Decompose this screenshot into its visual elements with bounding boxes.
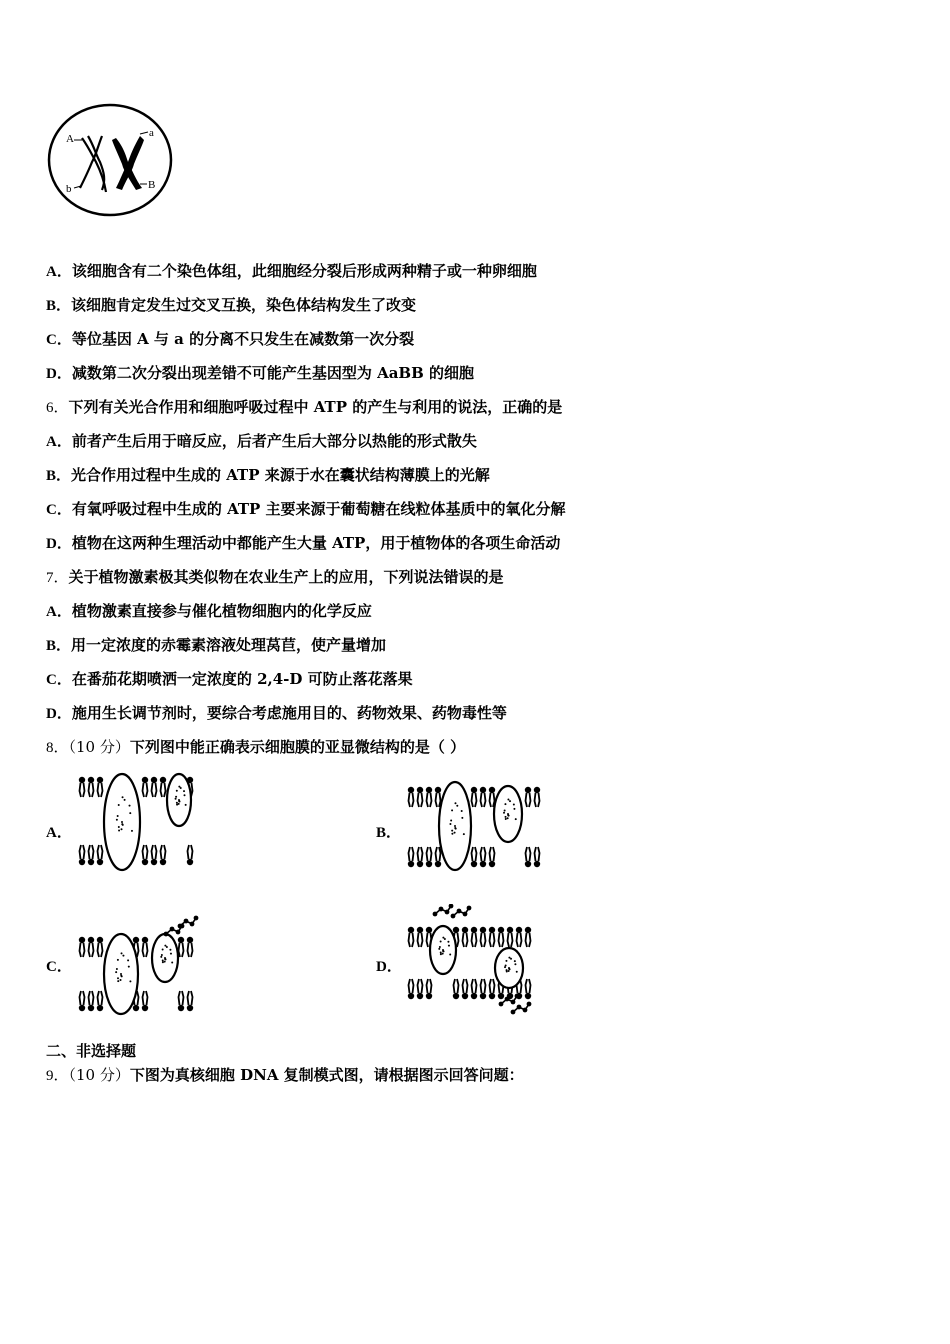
label-b: b	[66, 183, 72, 195]
option-text: 有氧呼吸过程中生成的 ATP 主要来源于葡萄糖在线粒体基质中的氧化分解	[71, 500, 566, 518]
option-text: 光合作用过程中生成的 ATP 来源于水在囊状结构薄膜上的光解	[71, 466, 490, 484]
option-letter: D．	[46, 706, 72, 722]
label-A: A	[66, 133, 74, 145]
q6-option-a	[46, 431, 477, 452]
q7-option-b	[46, 635, 386, 656]
q8-stem	[46, 737, 465, 758]
q7-option-d	[46, 703, 507, 724]
membrane-figure-a	[76, 770, 204, 878]
option-letter: A．	[46, 264, 72, 280]
label-B: B	[148, 179, 156, 191]
q5-option-a	[46, 261, 537, 282]
q7-stem	[46, 567, 504, 588]
question-number: 9．	[46, 1068, 69, 1084]
option-text: 用一定浓度的赤霉素溶液处理莴苣，使产量增加	[71, 636, 387, 654]
question-stem: 下列有关光合作用和细胞呼吸过程中 ATP 的产生与利用的说法，正确的是	[68, 398, 563, 416]
option-letter: C．	[46, 332, 72, 348]
q9-stem	[46, 1065, 524, 1086]
option-text: 该细胞肯定发生过交叉互换，染色体结构发生了改变	[71, 296, 417, 314]
question-score: （10 分）	[68, 738, 130, 756]
option-letter: B．	[46, 638, 72, 654]
option-letter: B．	[46, 468, 72, 484]
option-text: 施用生长调节剂时，要综合考虑施用目的、药物效果、药物毒性等	[71, 704, 507, 722]
q7-option-a	[46, 601, 372, 622]
section-title: 二、非选择题	[46, 1042, 137, 1060]
option-text: 等位基因 A 与 a 的分离不只发生在减数第一次分裂	[71, 330, 415, 348]
option-text: 该细胞含有二个染色体组，此细胞经分裂后形成两种精子或一种卵细胞	[71, 262, 537, 280]
q8-choice-c-label: C．	[46, 959, 72, 975]
question-stem: 下图为真核细胞 DNA 复制模式图，请根据图示回答问题：	[129, 1066, 524, 1084]
question-number: 7．	[46, 570, 69, 586]
cell-chromosome-figure	[44, 100, 176, 220]
question-stem: 下列图中能正确表示细胞膜的亚显微结构的是（ ）	[129, 738, 466, 756]
option-text: 在番茄花期喷洒一定浓度的 2,4-D 可防止落花落果	[71, 670, 413, 688]
q6-option-c	[46, 499, 566, 520]
option-letter: A．	[46, 434, 72, 450]
option-letter: C．	[46, 672, 72, 688]
q6-option-b	[46, 465, 490, 486]
question-stem: 关于植物激素极其类似物在农业生产上的应用，下列说法错误的是	[68, 568, 504, 586]
q5-option-b	[46, 295, 416, 316]
q6-stem	[46, 397, 562, 418]
q7-option-c	[46, 669, 413, 690]
question-number: 6．	[46, 400, 69, 416]
membrane-figure-d	[405, 904, 535, 1022]
q5-option-c	[46, 329, 414, 350]
option-letter: D．	[46, 536, 72, 552]
question-number: 8．	[46, 740, 69, 756]
membrane-figure-b	[405, 778, 550, 878]
q6-option-d	[46, 533, 560, 554]
q5-option-d	[46, 363, 474, 384]
q8-choice-d-label: D．	[376, 959, 402, 975]
label-a: a	[149, 127, 154, 139]
option-text: 植物激素直接参与催化植物细胞内的化学反应	[71, 602, 372, 620]
option-letter: A．	[46, 604, 72, 620]
option-letter: C．	[46, 502, 72, 518]
q8-choice-b-label: B．	[376, 825, 402, 841]
q8-choice-a-label: A．	[46, 825, 72, 841]
option-text: 前者产生后用于暗反应，后者产生后大部分以热能的形式散失	[71, 432, 477, 450]
option-letter: B．	[46, 298, 72, 314]
question-score: （10 分）	[68, 1066, 130, 1084]
option-text: 减数第二次分裂出现差错不可能产生基因型为 AaBB 的细胞	[71, 364, 475, 382]
option-letter: D．	[46, 366, 72, 382]
option-text: 植物在这两种生理活动中都能产生大量 ATP，用于植物体的各项生命活动	[71, 534, 561, 552]
membrane-figure-c	[76, 908, 204, 1020]
